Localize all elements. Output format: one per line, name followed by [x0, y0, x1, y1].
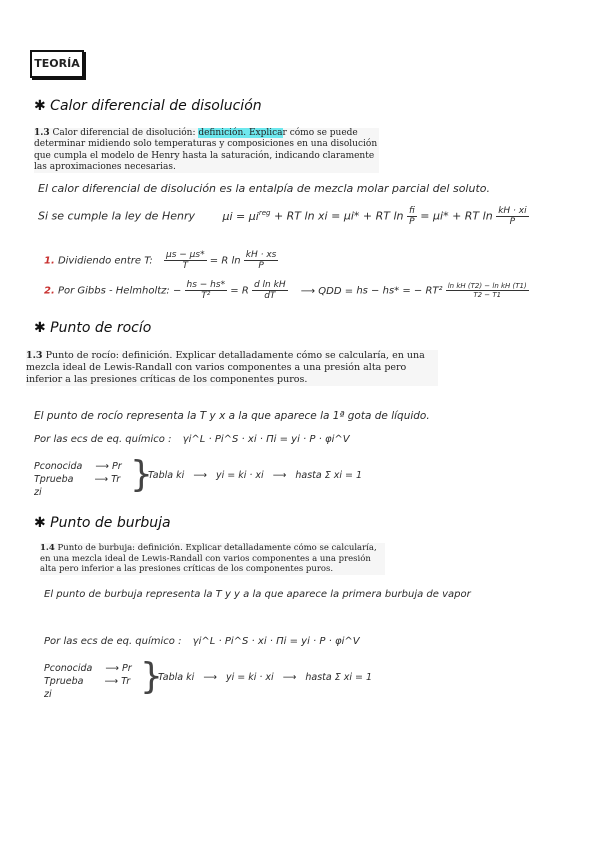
step-2-eq: = R — [230, 285, 249, 297]
question-number: 1.3 — [34, 128, 50, 138]
eq-quimico: γi^L · Pi^S · xi · Πi = yi · P · φi^V — [182, 434, 350, 445]
step-2-line — [44, 280, 529, 301]
zi: zi — [44, 689, 52, 700]
question-1-3-calor — [34, 128, 379, 173]
question-text-rest: r cómo se puede determinar midiendo solo temperaturas y composiciones en una disolución que cumpla el modelo de Henry hasta la saturación, indicando claramente las aproximaciones necesarias. — [34, 128, 378, 172]
step-2-frac-3: $\frac{\text{ln kH (T2) − ln kH (T1)}}{T2 - T1}$ — [447, 282, 527, 299]
step-1-eq: = R ln — [209, 255, 241, 267]
answer-calor-definition: El calor diferencial de disolución es la entalpía de mezcla molar parcial del soluto. — [38, 182, 491, 195]
tabla-ki: Tabla ki — [158, 672, 195, 683]
step-2-text: Por Gibbs - Helmholtz: — [57, 285, 170, 297]
answer-rocio-definition: El punto de rocío representa la T y x a la que aparece la 1ª gota de líquido. — [34, 410, 430, 422]
teoria-tag: TEORÍA — [30, 50, 84, 78]
step-2-rhs: hs − hs* = − RT² — [356, 285, 443, 297]
question-text: Calor diferencial de disolución: — [52, 128, 199, 138]
henry-frac-2: $\frac{kH \cdot xi}{P}$ — [498, 206, 527, 227]
yi-eq: yi = ki · xi — [215, 470, 264, 481]
zi: zi — [34, 487, 42, 498]
hasta-sum: hasta Σ xi = 1 — [295, 470, 363, 481]
brace: } — [130, 454, 153, 495]
rocio-eq-line — [34, 434, 350, 445]
burbuja-eq-line — [44, 636, 360, 647]
henry-equation-line — [38, 206, 588, 227]
burbuja-inputs — [44, 662, 132, 701]
henry-lead: Si se cumple la ley de Henry — [38, 209, 195, 223]
heading-punto-rocio: ✱ Punto de rocío — [34, 320, 152, 336]
burbuja-procedure: Tabla ki ⟶ yi = ki · xi ⟶ hasta Σ xi = 1 — [158, 672, 373, 683]
question-number: 1.3 — [26, 350, 43, 361]
p-conocida: Pconocida ⟶ Pr — [44, 663, 132, 674]
step-2-arrow: ⟶ QDD = — [300, 285, 354, 297]
p-conocida: Pconocida ⟶ Pr — [34, 461, 122, 472]
answer-burbuja-definition: El punto de burbuja representa la T y y a la que aparece la primera burbuja de vapor — [44, 589, 471, 600]
tabla-ki: Tabla ki — [148, 470, 185, 481]
question-text: Punto de rocío: definición. Explicar detalladamente cómo se calcularía, en una mezcla ideal de Lewis-Randall con varios componentes a una presión alta pero inferior a las presiones críticas de los componentes puros. — [26, 350, 425, 385]
question-number: 1.4 — [40, 543, 55, 553]
step-2-minus: − — [172, 285, 182, 297]
step-2-frac-2: $\frac{\text{d ln kH}}{dT}$ — [253, 280, 286, 301]
t-prueba: Tprueba ⟶ Tr — [34, 474, 121, 485]
rocio-inputs — [34, 460, 122, 499]
question-text: Punto de burbuja: definición. Explicar detalladamente cómo se calcularía, en una mezcla ideal de Lewis-Randall con varios componentes a una presión alta pero inferior a las presiones críticas de los componentes puros. — [40, 543, 377, 575]
henry-frac-1: $\frac{fi}{P}$ — [408, 206, 415, 227]
step-1-text: Dividiendo entre T: — [57, 255, 153, 267]
heading-punto-burbuja: ✱ Punto de burbuja — [34, 515, 171, 531]
step-1-number: 1. — [44, 255, 55, 267]
henry-eq-a: μi = μi — [222, 209, 259, 223]
step-1-frac: $\frac{\mu s - \mu s*}{T}$ — [166, 250, 205, 271]
highlighted-text: definición. Explica — [198, 128, 283, 138]
eq-quimico: γi^L · Pi^S · xi · Πi = yi · P · φi^V — [192, 636, 360, 647]
yi-eq: yi = ki · xi — [225, 672, 274, 683]
t-prueba: Tprueba ⟶ Tr — [44, 676, 131, 687]
henry-eq-b: + RT ln xi = μi* + RT ln — [270, 209, 404, 223]
question-1-4-burbuja — [40, 543, 385, 575]
question-1-3-rocio — [26, 350, 438, 386]
step-1-line — [44, 250, 278, 271]
heading-calor-diferencial: ✱ Calor diferencial de disolución — [34, 98, 262, 114]
step-2-frac: $\frac{hs - hs*}{\text{T²}}$ — [186, 280, 226, 301]
step-2-number: 2. — [44, 285, 55, 297]
rocio-procedure: Tabla ki ⟶ yi = ki · xi ⟶ hasta Σ xi = 1 — [148, 470, 363, 481]
step-1-frac-2: $\frac{kH \cdot xs}{P}$ — [245, 250, 277, 271]
eq-lead: Por las ecs de eq. químico : — [44, 636, 182, 647]
eq-lead: Por las ecs de eq. químico : — [34, 434, 172, 445]
henry-eq-a-sup: reg — [258, 208, 271, 217]
henry-eq-c: = μi* + RT ln — [416, 209, 493, 223]
brace: } — [140, 656, 163, 697]
hasta-sum: hasta Σ xi = 1 — [305, 672, 373, 683]
